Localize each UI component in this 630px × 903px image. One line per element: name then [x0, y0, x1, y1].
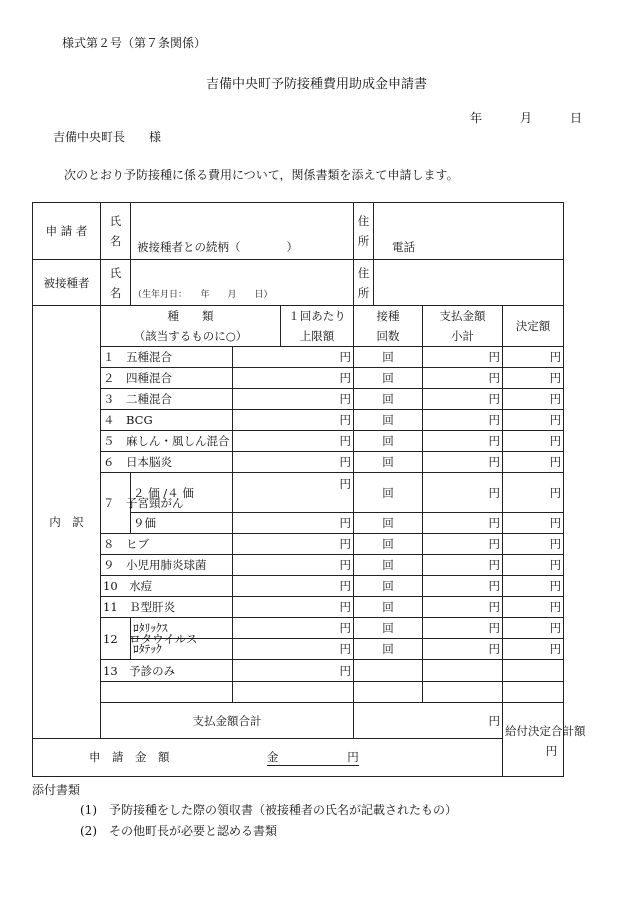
applicant-address-label: 住 所: [354, 203, 374, 260]
table-row: ６ 日本脳炎 円 回 円 円: [33, 452, 564, 473]
payment-total-value[interactable]: 円: [354, 703, 503, 739]
table-row: ８ ヒブ 円 回 円 円: [33, 534, 564, 555]
vaccine-name: ４ BCG: [101, 410, 233, 431]
vaccine-name: 10 水痘: [101, 576, 233, 597]
vaccine-name-rota: 12 ロタウイルス: [101, 618, 131, 660]
applicant-label: 申 請 者: [33, 203, 101, 260]
table-row: 13 予診のみ 円: [33, 660, 564, 682]
col-decision-header: 決定額: [503, 306, 564, 347]
date-year: 年: [470, 111, 483, 125]
payment-total-label: 支払金額合計: [101, 703, 354, 739]
request-amount-value: 金 円: [266, 750, 359, 764]
table-row: １ 五種混合 円 回 円 円: [33, 347, 564, 368]
request-amount-cell[interactable]: [33, 739, 503, 777]
grant-total-cell[interactable]: [503, 703, 586, 777]
recipient-address-label: 住 所: [354, 260, 374, 306]
applicant-name-field[interactable]: [131, 203, 354, 260]
table-row: ４ BCG 円 回 円 円: [33, 410, 564, 431]
table-row: ９価 円 回 円 円: [33, 513, 564, 534]
table-row: ９ 小児用肺炎球菌 円 回 円 円: [33, 555, 564, 576]
table-row: 12 ロタウイルス ﾛﾀﾘｯｸｽ 円 回 円 円: [33, 618, 564, 639]
attachment-item: (1) 予防接種をした際の領収書（被接種者の氏名が記載されたもの）: [80, 803, 458, 817]
applicant-name-label: 氏 名: [101, 203, 131, 260]
rota-sub-rotateq: ﾛﾀﾃｯｸ: [131, 639, 233, 660]
col-type-header: 種 類 （該当するものに○）: [101, 306, 281, 347]
grant-total-unit: 円: [545, 744, 558, 758]
date-month: 月: [520, 111, 533, 125]
page-title: 吉備中央町予防接種費用助成金申請書: [206, 77, 428, 92]
col-count-header: 接種 回数: [354, 306, 423, 347]
vaccine-name: ５ 麻しん・風しん混合: [101, 431, 233, 452]
hpv-sub-bivalent: ２ 価 /４ 価: [131, 473, 233, 513]
vaccine-name: １ 五種混合: [101, 347, 233, 368]
request-amount-label: 申 請 金 額: [89, 750, 170, 764]
application-table: [32, 202, 586, 777]
phone-label: 電話: [392, 240, 416, 254]
table-row: ２ 四種混合 円 回 円 円: [33, 368, 564, 389]
vaccine-name: ６ 日本脳炎: [101, 452, 233, 473]
addressee: 吉備中央町長 様: [53, 130, 162, 144]
table-row: 10 水痘 円 回 円 円: [33, 576, 564, 597]
vaccine-name: ９ 小児用肺炎球菌: [101, 555, 233, 576]
table-row: ５ 麻しん・風しん混合 円 回 円 円: [33, 431, 564, 452]
hpv-sub-ninevalent: ９価: [131, 513, 233, 534]
table-row: ３ 二種混合 円 回 円 円: [33, 389, 564, 410]
checkup-name: 13 予診のみ: [101, 660, 233, 682]
recipient-label: 被接種者: [33, 260, 101, 306]
birthdate-text: （生年月日： 年 月 日）: [133, 290, 273, 300]
attachment-item: (2) その他町長が必要と認める書類: [80, 824, 277, 838]
grant-total-label: 給付決定合計額: [505, 724, 586, 738]
table-row: [33, 682, 564, 703]
recipient-name-label: 氏 名: [101, 260, 131, 306]
table-row: 11 Ｂ型肝炎 円 回 円 円: [33, 597, 564, 618]
recipient-name-field[interactable]: [131, 260, 354, 306]
vaccine-name: ３ 二種混合: [101, 389, 233, 410]
form-number: 様式第２号（第７条関係）: [62, 36, 207, 50]
relation-text: 被接種者との続柄（ ）: [137, 240, 298, 254]
intro-text: 次のとおり予防接種に係る費用について，関係書類を添えて申請します。: [64, 168, 459, 182]
col-payment-header: 支払金額 小計: [423, 306, 503, 347]
rota-sub-rotarix: ﾛﾀﾘｯｸｽ: [131, 618, 233, 639]
col-limit-header: １回あたり 上限額: [281, 306, 354, 347]
vaccine-name-hpv: ７ 子宮頸がん: [101, 473, 131, 534]
table-row: ﾛﾀﾃｯｸ 円 回 円 円: [33, 639, 564, 660]
applicant-address-field[interactable]: [374, 203, 564, 260]
table-row: ７ 子宮頸がん ２ 価 /４ 価 円 回 円 円: [33, 473, 564, 513]
recipient-address-field[interactable]: [374, 260, 564, 306]
attachments-title: 添付書類: [32, 783, 81, 797]
date-day: 日: [570, 111, 583, 125]
details-label: 内 訳: [33, 306, 101, 739]
vaccine-name: ２ 四種混合: [101, 368, 233, 389]
vaccine-name: ８ ヒブ: [101, 534, 233, 555]
vaccine-name: 11 Ｂ型肝炎: [101, 597, 233, 618]
